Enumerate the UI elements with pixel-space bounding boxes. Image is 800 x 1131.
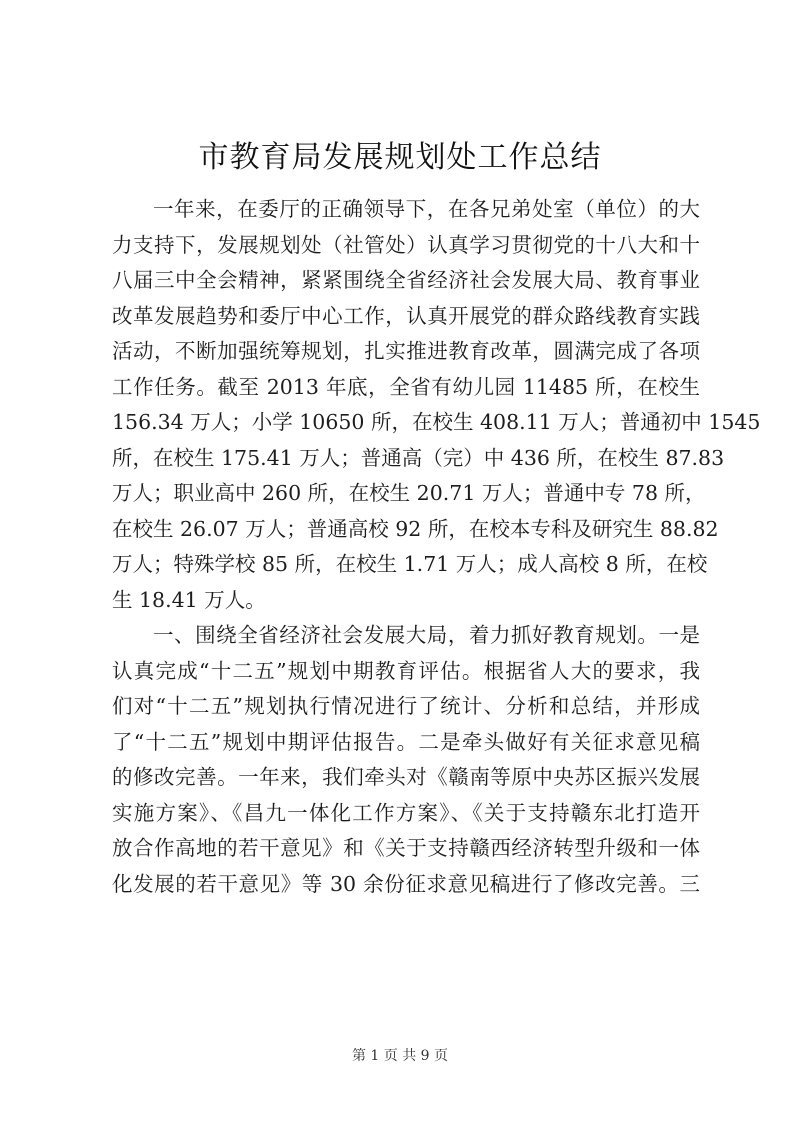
text-line: 认真完成“十二五”规划中期教育评估。根据省人大的要求，我 — [112, 658, 700, 683]
text-line: 在校生 26.07 万人；普通高校 92 所，在校本专科及研究生 88.82 — [112, 516, 719, 541]
text-line: 156.34 万人；小学 10650 所，在校生 408.11 万人；普通初中 1545 — [112, 410, 761, 434]
text-line: 八届三中全会精神，紧紧围绕全省经济社会发展大局、教育事业 — [112, 268, 700, 292]
text-line: 的修改完善。一年来，我们牵头对《赣南等原中央苏区振兴发展 — [112, 765, 700, 789]
document-title: 市教育局发展规划处工作总结 — [198, 140, 602, 175]
page-number-footer: 第 1 页 共 9 页 — [351, 1048, 449, 1064]
text-line: 放合作高地的若干意见》和《关于支持赣西经济转型升级和一体 — [112, 836, 700, 860]
text-line: 们对“十二五”规划执行情况进行了统计、分析和总结，并形成 — [112, 694, 700, 718]
text-line: 化发展的若干意见》等 30 余份征求意见稿进行了修改完善。三 — [112, 871, 700, 896]
text-line: 所，在校生 175.41 万人；普通高（完）中 436 所，在校生 87.83 — [112, 445, 725, 470]
text-line: 力支持下，发展规划处（社管处）认真学习贯彻党的十八大和十 — [112, 232, 700, 257]
text-line: 实施方案》、《昌九一体化工作方案》、《关于支持赣东北打造开 — [112, 800, 700, 825]
text-line: 万人；特殊学校 85 所，在校生 1.71 万人；成人高校 8 所，在校 — [112, 552, 708, 576]
text-line: 了“十二五”规划中期评估报告。二是牵头做好有关征求意见稿 — [112, 729, 700, 754]
text-line: 生 18.41 万人。 — [112, 587, 266, 612]
text-line: 一年来，在委厅的正确领导下，在各兄弟处室（单位）的大 — [153, 197, 700, 221]
document-body — [112, 192, 761, 902]
text-line: 工作任务。截至 2013 年底，全省有幼儿园 11485 所，在校生 — [112, 374, 700, 399]
text-line: 万人；职业高中 260 所，在校生 20.71 万人；普通中专 78 所， — [112, 481, 706, 505]
paragraph-section-one — [112, 618, 700, 902]
text-line: 活动，不断加强统筹规划，扎实推进教育改革，圆满完成了各项 — [112, 339, 700, 363]
paragraph-overview — [112, 192, 761, 618]
text-line: 一、围绕全省经济社会发展大局，着力抓好教育规划。一是 — [153, 623, 700, 647]
text-line: 改革发展趋势和委厅中心工作，认真开展党的群众路线教育实践 — [112, 303, 700, 328]
